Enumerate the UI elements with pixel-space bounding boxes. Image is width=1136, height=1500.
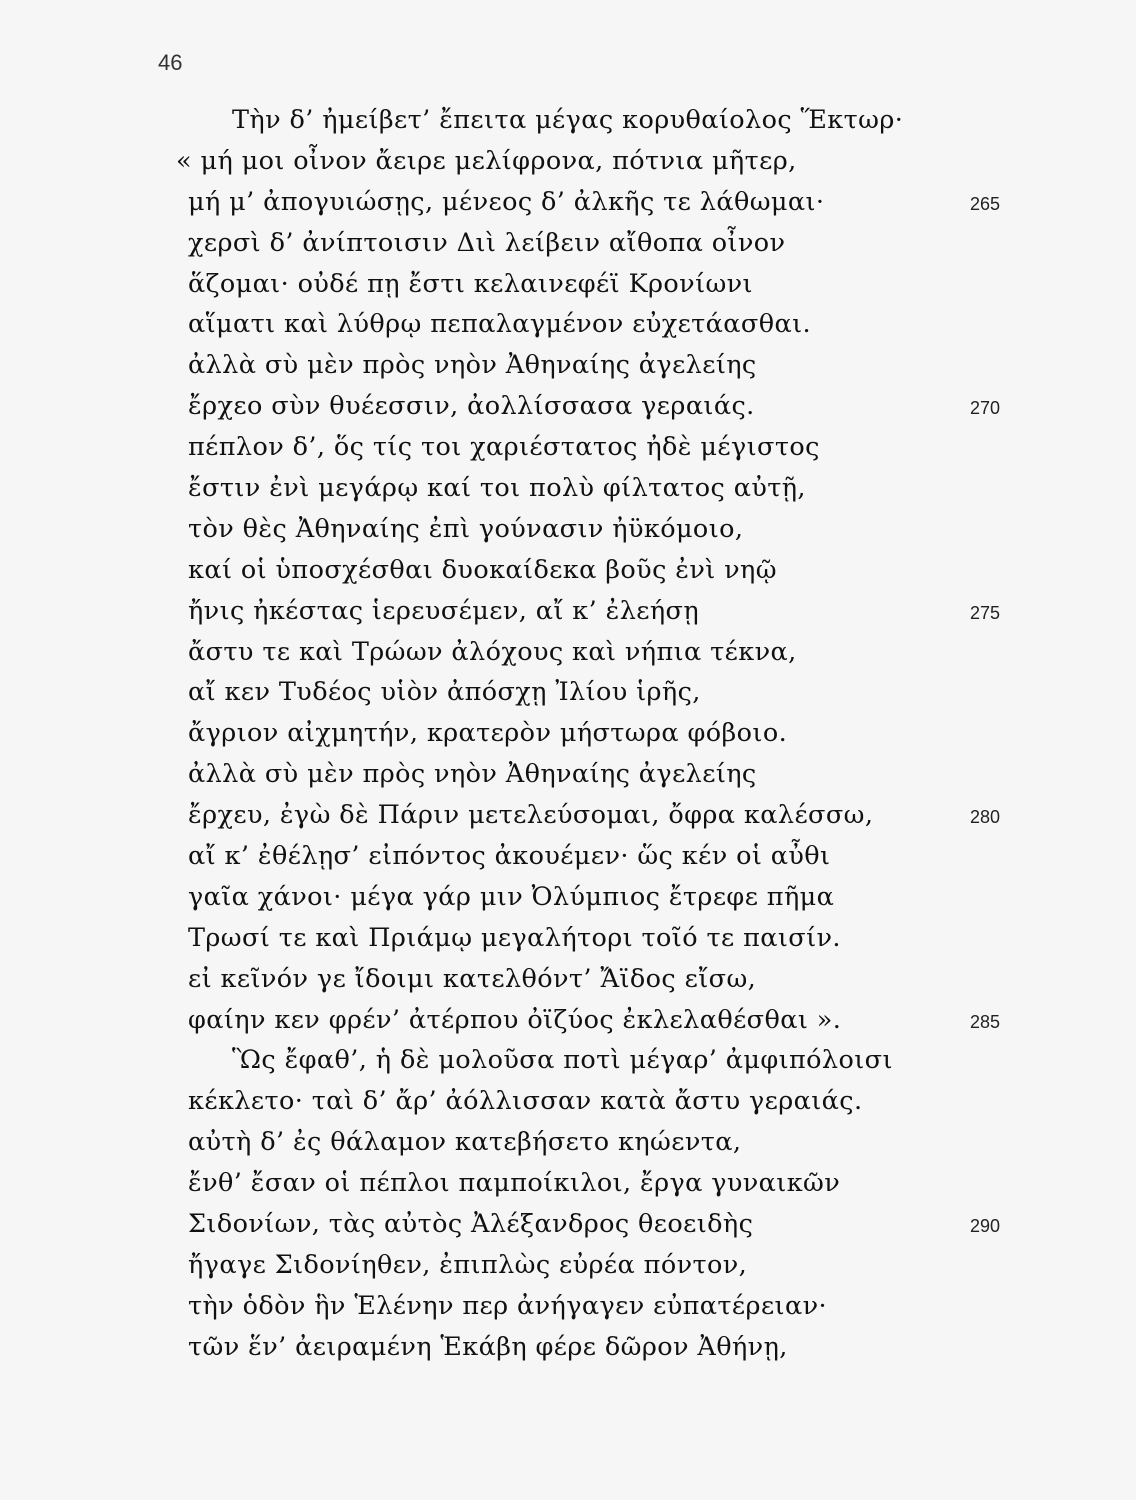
verse-line (0, 918, 1136, 959)
verse-line (0, 427, 1136, 468)
verse-line (0, 1327, 1136, 1368)
verse-line (0, 304, 1136, 345)
verse-line (0, 468, 1136, 509)
verse-text: ἔστιν ἐνὶ μεγάρῳ καί τοι πολὺ φίλτατος αὐτῇ, (188, 473, 806, 504)
line-number: 275 (970, 602, 1001, 623)
verse-text: αἴ κεν Τυδέος υἱὸν ἀπόσχῃ Ἰλίου ἱρῆς, (188, 677, 701, 708)
verse-text: αἵματι καὶ λύθρῳ πεπαλαγμένον εὐχετάασθαι. (188, 309, 812, 340)
verse-line (0, 795, 1136, 836)
verse-line (0, 877, 1136, 918)
line-number: 280 (970, 807, 1001, 828)
verse-text: « μή μοι οἶνον ἄειρε μελίφρονα, πότνια μῆτερ, (176, 145, 797, 176)
verse-text: χερσὶ δ’ ἀνίπτοισιν Διὶ λείβειν αἴθοπα οἶνον (188, 227, 786, 258)
verse-block (0, 100, 1136, 1368)
verse-text: κέκλετο· ταὶ δ’ ἄρ’ ἀόλλισσαν κατὰ ἄστυ γεραιάς. (188, 1086, 863, 1117)
verse-text: μή μ’ ἀπογυιώσῃς, μένεος δ’ ἀλκῆς τε λάθωμαι· (188, 186, 825, 217)
verse-text: ἔρχεο σὺν θυέεσσιν, ἀολλίσσασα γεραιάς. (188, 391, 755, 422)
verse-line (0, 100, 1136, 141)
verse-text: τὸν θὲς Ἀθηναίης ἐπὶ γούνασιν ἠϋκόμοιο, (188, 513, 744, 544)
verse-text: εἰ κεῖνόν γε ἴδοιμι κατελθόντ’ Ἄϊδος εἴσω, (188, 963, 757, 994)
verse-text: ἔρχευ, ἐγὼ δὲ Πάριν μετελεύσομαι, ὄφρα καλέσσω, (188, 800, 874, 831)
verse-line (0, 182, 1136, 223)
verse-line (0, 386, 1136, 427)
verse-line (0, 713, 1136, 754)
verse-line (0, 672, 1136, 713)
verse-line (0, 1163, 1136, 1204)
verse-line (0, 1000, 1136, 1041)
line-number: 270 (970, 398, 1001, 419)
verse-line (0, 959, 1136, 1000)
verse-text: τῶν ἕν’ ἀειραμένη Ἑκάβη φέρε δῶρον Ἀθήνῃ, (188, 1331, 788, 1362)
verse-line (0, 1245, 1136, 1286)
verse-text: ἀλλὰ σὺ μὲν πρὸς νηὸν Ἀθηναίης ἀγελείης (188, 759, 757, 790)
verse-text: καί οἱ ὑποσχέσθαι δυοκαίδεκα βοῦς ἐνὶ νηῷ (188, 554, 777, 585)
verse-text: αὐτὴ δ’ ἐς θάλαμον κατεβήσετο κηώεντα, (188, 1127, 742, 1158)
verse-line (0, 509, 1136, 550)
verse-line (0, 754, 1136, 795)
line-number: 290 (970, 1216, 1001, 1237)
line-number: 285 (970, 1011, 1001, 1032)
verse-text: ἄστυ τε καὶ Τρώων ἀλόχους καὶ νήπια τέκνα, (188, 636, 797, 667)
verse-text: ἄγριον αἰχμητήν, κρατερὸν μήστωρα φόβοιο. (188, 718, 788, 749)
verse-line (0, 1286, 1136, 1327)
verse-text: αἴ κ’ ἐθέλῃσ’ εἰπόντος ἀκουέμεν· ὥς κέν οἱ αὖθι (188, 841, 831, 872)
verse-line (0, 223, 1136, 264)
verse-line (0, 141, 1136, 182)
verse-text: πέπλον δ’, ὅς τίς τοι χαριέστατος ἠδὲ μέγιστος (188, 432, 820, 463)
verse-text: Σιδονίων, τὰς αὐτὸς Ἀλέξανδρος θεοειδὴς (188, 1209, 754, 1240)
verse-text: γαῖα χάνοι· μέγα γάρ μιν Ὀλύμπιος ἔτρεφε πῆμα (188, 881, 835, 912)
verse-line (0, 550, 1136, 591)
verse-line (0, 591, 1136, 632)
verse-line (0, 1122, 1136, 1163)
verse-line (0, 345, 1136, 386)
verse-text: Ὣς ἔφαθ’, ἡ δὲ μολοῦσα ποτὶ μέγαρ’ ἀμφιπόλοισι (232, 1045, 893, 1076)
verse-line (0, 264, 1136, 305)
verse-text: τὴν ὁδὸν ἣν Ἑλένην περ ἀνήγαγεν εὐπατέρειαν· (188, 1290, 827, 1321)
verse-line (0, 632, 1136, 673)
verse-line (0, 836, 1136, 877)
verse-line (0, 1040, 1136, 1081)
verse-text: Τρωσί τε καὶ Πριάμῳ μεγαλήτορι τοῖό τε παισίν. (188, 922, 841, 953)
verse-text: ἔνθ’ ἔσαν οἱ πέπλοι παμποίκιλοι, ἔργα γυναικῶν (188, 1168, 841, 1199)
verse-text: ἤνις ἠκέστας ἱερευσέμεν, αἴ κ’ ἐλεήσῃ (188, 595, 700, 626)
verse-line (0, 1204, 1136, 1245)
verse-line (0, 1081, 1136, 1122)
line-number: 265 (970, 193, 1001, 214)
verse-text: ἅζομαι· οὐδέ πῃ ἔστι κελαινεφέϊ Κρονίωνι (188, 268, 753, 299)
verse-text: Τὴν δ’ ἠμείβετ’ ἔπειτα μέγας κορυθαίολος Ἕκτωρ· (232, 105, 904, 135)
verse-text: ἀλλὰ σὺ μὲν πρὸς νηὸν Ἀθηναίης ἀγελείης (188, 350, 757, 381)
page-number: 46 (158, 50, 183, 75)
verse-text: φαίην κεν φρέν’ ἀτέρπου ὀϊζύος ἐκλελαθέσθαι ». (188, 1004, 842, 1035)
verse-text: ἤγαγε Σιδονίηθεν, ἐπιπλὼς εὐρέα πόντον, (188, 1249, 748, 1280)
